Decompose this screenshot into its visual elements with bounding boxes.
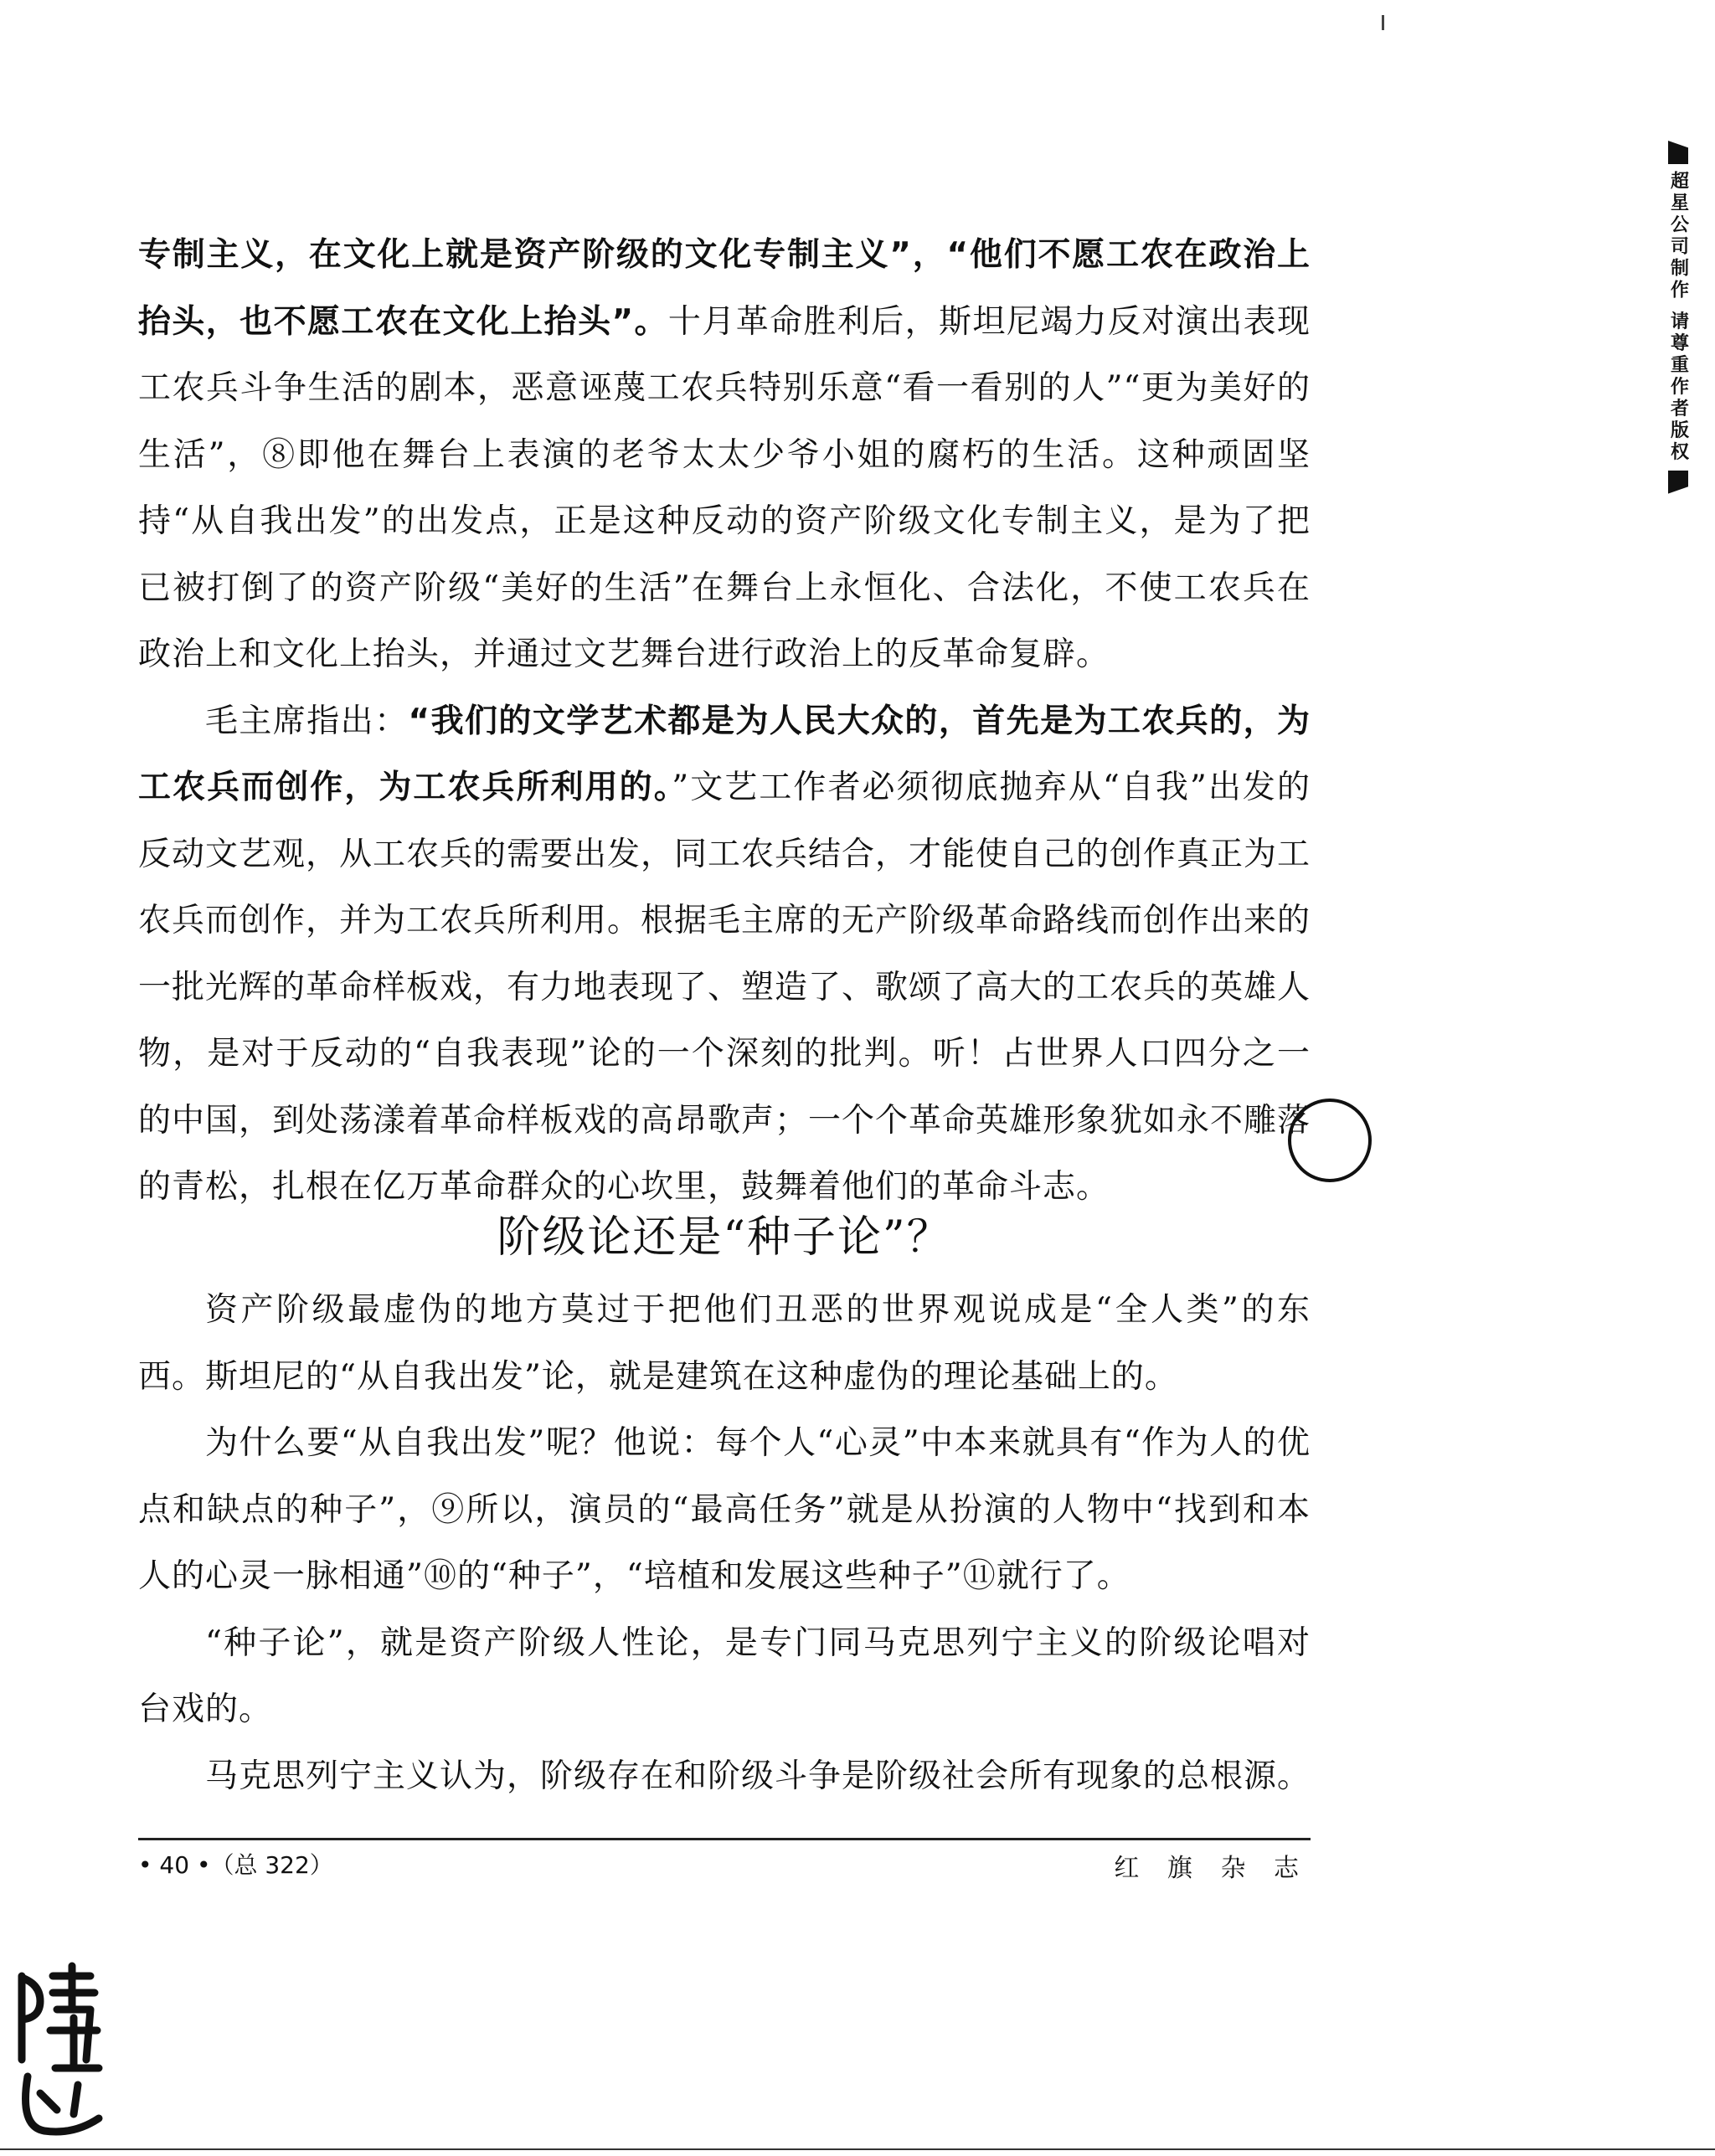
paragraph-3: 资产阶级最虚伪的地方莫过于把他们丑恶的世界观说成是“全人类”的东西。斯坦尼的“从自我出发”论，就是建筑在这种虚伪的理论基础上的。 [138,1291,1311,1396]
paragraph-6: 马克思列宁主义认为，阶级存在和阶级斗争是阶级社会所有现象的总根源。 [205,1757,1311,1795]
bold-quote: 专制主义，在文化上就是资产阶级的文化专制主义”，“他们不愿工农在政治上抬头，也不愿工农在文化上抬头”。 [138,236,1311,341]
page-number: • 40 •（总 322） [138,1851,333,1879]
notice-text: 超星公司制作 请尊重作者版权 [1667,171,1689,464]
side-copyright-notice [1661,141,1695,494]
body-text-lower [138,1277,1311,1809]
notice-bar-top [1668,141,1688,164]
bold-quote: “我们的文学艺术都是为人民大众的，首先是为工农兵的，为工农兵而创作，为工农兵所利用的。 [138,702,1311,806]
paragraph-5: “种子论”，就是资产阶级人性论，是专门同马克思列宁主义的阶级论唱对台戏的。 [138,1623,1311,1728]
text-run: 毛主席指出： [205,702,409,740]
body-text-upper [138,222,1311,1221]
library-seal-icon [7,1959,111,2139]
footer-rule [138,1838,1311,1840]
text-run: ”文艺工作者必须彻底抛弃从“自我”出发的反动文艺观，从工农兵的需要出发，同工农兵结合，才能使自己的创作真正为工农兵而创作，并为工农兵所利用。根据毛主席的无产阶级革命路线而创作出来的一批光辉的革命样板戏，有力地表现了、塑造了、歌颂了高大的工农兵的英雄人物，是对于反动的“自我表现”论的一个深刻的批判。听！占世界人口四分之一的中国，到处荡漾着革命样板戏的高昂歌声；一个个革命英雄形象犹如永不雕落的青松，扎根在亿万革命群众的心坎里，鼓舞着他们的革命斗志。 [138,769,1311,1206]
section-heading: 阶级论还是“种子论”？ [497,1212,952,1263]
scan-bottom-edge [0,2148,1715,2150]
journal-name: 红 旗 杂 志 [1114,1854,1309,1883]
notice-bar-bottom [1668,471,1688,494]
paragraph-4: 为什么要“从自我出发”呢？他说：每个人“心灵”中本来就具有“作为人的优点和缺点的种子”，⑨所以，演员的“最高任务”就是从扮演的人物中“找到和本人的心灵一脉相通”⑩的“种子”，“培植和发展这些种子”⑪就行了。 [138,1424,1311,1595]
paragraph-2 [138,688,1311,1221]
scan-speck [1382,15,1384,30]
paragraph-1 [138,222,1311,688]
margin-circle-mark [1288,1099,1372,1182]
text-run: 十月革命胜利后，斯坦尼竭力反对演出表现工农兵斗争生活的剧本，恶意诬蔑工农兵特别乐意“看一看别的人”“更为美好的生活”，⑧即他在舞台上表演的老爷太太少爷小姐的腐朽的生活。这种顽固坚持“从自我出发”的出发点，正是这种反动的资产阶级文化专制主义，是为了把已被打倒了的资产阶级“美好的生活”在舞台上永恒化、合法化，不使工农兵在政治上和文化上抬头，并通过文艺舞台进行政治上的反革命复辟。 [138,302,1311,673]
